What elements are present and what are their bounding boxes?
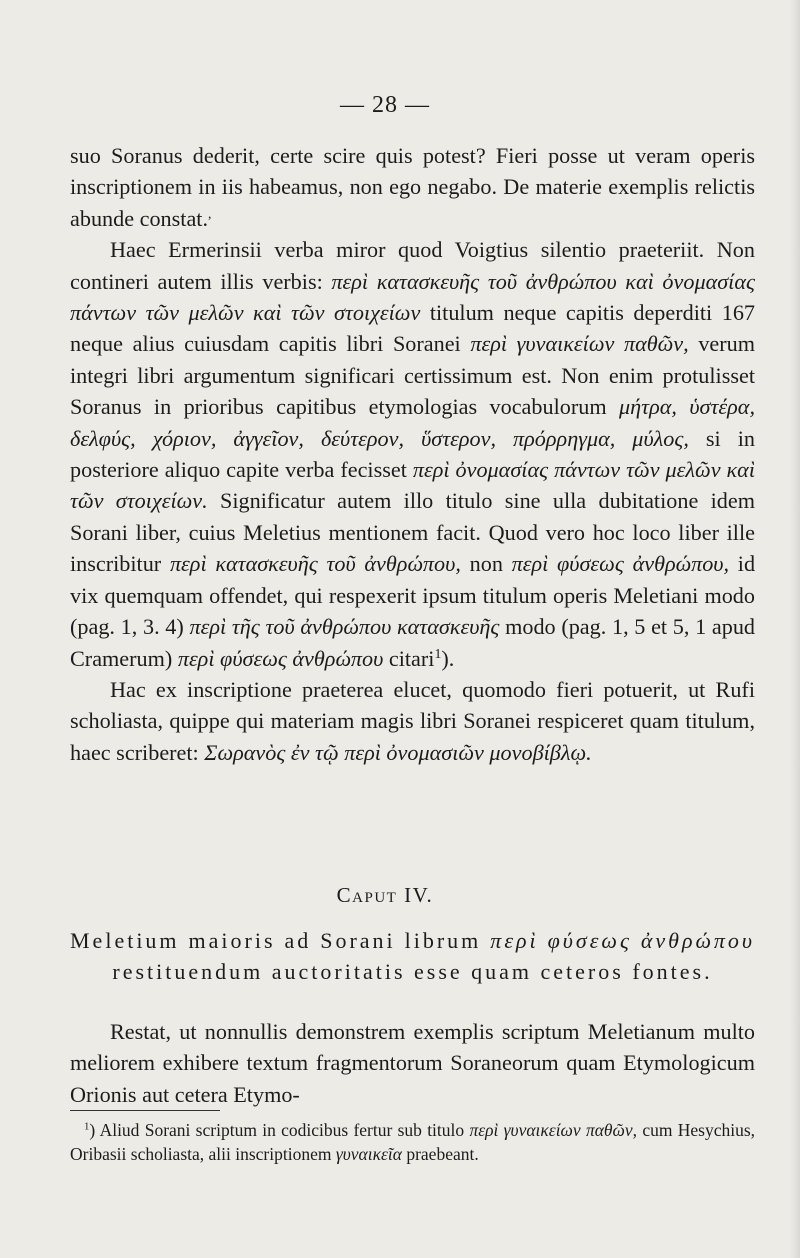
greek-phrase: μήτρα, ὑστέρα, δελφύς, χόριον, ἀγγεῖον, δεύτερον, ὕστερον, πρόρρηγμα, μύλος, [70, 394, 755, 451]
paragraph-2-text-a: Haec Ermerinsii verba miror quod Voigtius silentio praeteriit. Non contineri autem illis verbis: [70, 237, 755, 294]
greek-phrase: γυναικεῖα [335, 1144, 402, 1164]
footnote-text-c: praebeant. [406, 1144, 479, 1164]
chapter-first-paragraph: Restat, ut nonnullis demonstrem exemplis scriptum Meletianum multo meliorem exhibere textum fragmentorum Soraneorum quam Etymologicum Orionis aut cetera Etymo- [70, 1019, 755, 1107]
paragraph-2-text-j: ). [441, 645, 455, 671]
stray-mark: , [208, 205, 212, 221]
paragraph-2-text-d: si in posteriore aliquo capite verba fecisset [70, 425, 756, 483]
paragraph-2-text-e: Significatur autem illo titulo sine ulla dubitatione idem Sorani liber, cuius Meletius mentionem facit. Quod vero hoc loco liber ille inscribitur [70, 488, 756, 577]
paragraph-2-text-f: non [469, 551, 503, 577]
greek-phrase: περὶ ὀνομασίας πάντων τῶν μελῶν καὶ τῶν στοιχείων. [70, 457, 755, 514]
footnote-marker: 1 [84, 1120, 90, 1133]
greek-phrase: περὶ φύσεως ἀνθρώπου, [511, 551, 730, 577]
paragraph-1-text: suo Soranus dederit, certe scire quis potest? Fieri posse ut veram operis inscriptionem in iis habeamus, non ego negabo. De materie exemplis relictis abunde constat. [70, 143, 755, 231]
paragraph-2-text-b: titulum neque capitis deperditi 167 neque alius cuiusdam capitis libri Soranei [70, 300, 756, 357]
chapter-summary-text-a: Meletium maioris ad Sorani librum [70, 928, 482, 953]
greek-phrase: Σωρανὸς ἐν τῷ περὶ ὀνομασιῶν μονοβίβλῳ. [204, 739, 592, 765]
paragraph-2-text-c: verum integri libri argumentum significari certissimum est. Non enim protulisset Soranus in prioribus capitibus etymologias vocabulorum [70, 331, 756, 420]
footnote-text-b: cum Hesychius, Oribasii scholiasta, alii inscriptionem [70, 1120, 756, 1164]
paragraph-2-text-h: modo (pag. 1, 5 et 5, 1 apud Cramerum) [70, 614, 756, 671]
paragraph-3 [70, 674, 755, 768]
footnote-text-a: ) Aliud Sorani scriptum in codicibus fertur sub titulo [89, 1120, 465, 1140]
chapter-summary-text-b: restituendum auctoritatis esse quam ceteros fontes. [112, 959, 713, 985]
paragraph-2 [70, 234, 755, 674]
page-edge-shadow [790, 0, 800, 1258]
footnote-divider [70, 1110, 220, 1111]
main-text-block [70, 140, 755, 768]
paragraph-1 [70, 140, 755, 234]
greek-phrase: περὶ κατασκευῆς τοῦ ἀνθρώπου καὶ ὀνομασίας πάντων τῶν μελῶν καὶ τῶν στοιχείων [70, 268, 755, 326]
greek-phrase: περὶ γυναικείων παθῶν, [469, 1120, 638, 1140]
chapter-heading: Caput IV. [336, 883, 434, 907]
page-number: — 28 — [340, 92, 430, 118]
paragraph-2-text-g: id vix quemquam offendet, qui respexerit ipsum titulum operis Meletiani modo (pag. 1, 3. 4) [70, 551, 756, 640]
footnote [70, 1118, 755, 1166]
greek-phrase: περὶ γυναικείων παθῶν, [470, 331, 689, 357]
greek-phrase: περὶ κατασκευῆς τοῦ ἀνθρώπου, [169, 551, 461, 577]
paragraph-2-text-i: citari [388, 645, 435, 671]
greek-phrase: περὶ φύσεως ἀνθρώπου [490, 928, 756, 953]
paragraph-3-text-a: Hac ex inscriptione praeterea elucet, quomodo fieri potuerit, ut Rufi scholiasta, quippe qui materiam magis libri Soranei respiceret quam titulum, haec scriberet: [70, 676, 755, 765]
chapter-summary [70, 925, 755, 988]
greek-phrase: περὶ φύσεως ἀνθρώπου [177, 645, 384, 671]
footnote-reference[interactable]: 1 [434, 645, 442, 661]
greek-phrase: περὶ τῆς τοῦ ἀνθρώπου κατασκευῆς [189, 614, 500, 640]
